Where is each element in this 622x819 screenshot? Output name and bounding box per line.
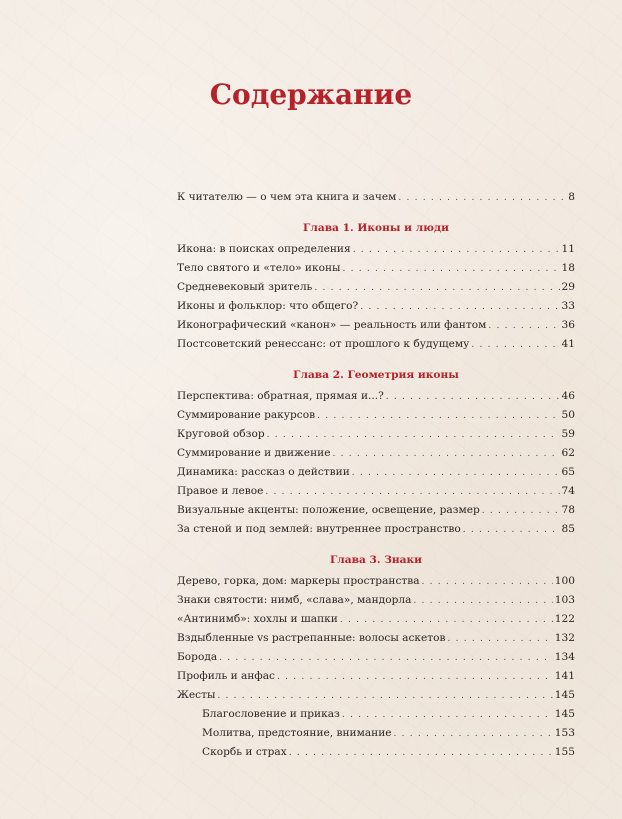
toc-entry-title: Жесты — [177, 689, 216, 701]
toc-entry-title: Визуальные акценты: положение, освещение, размер — [177, 504, 480, 516]
leader-dots — [394, 725, 553, 744]
toc-subentry[interactable] — [177, 724, 575, 743]
toc-entry-title: Борода — [177, 651, 218, 663]
toc-entry-title: За стеной и под землей: внутреннее пространство — [177, 523, 461, 535]
toc-entry[interactable] — [177, 240, 575, 259]
toc-entry-title: Средневековый зритель — [177, 281, 313, 293]
toc-entry-title: Благословение и приказ — [202, 708, 340, 720]
leader-dots — [332, 445, 559, 464]
toc-entry-title: Иконографический «канон» — реальность или фантом — [177, 319, 487, 331]
toc-entry-title: Динамика: рассказ о действии — [177, 466, 350, 478]
leader-dots — [386, 388, 560, 407]
leader-dots — [340, 611, 553, 630]
toc-entry-title: Тело святого и «тело» иконы — [177, 262, 341, 274]
leader-dots — [219, 649, 553, 668]
toc-entry[interactable] — [177, 610, 575, 629]
toc-entry-page: 29 — [561, 281, 575, 293]
toc-entry[interactable] — [177, 648, 575, 667]
toc-entry-title: К читателю — о чем эта книга и зачем — [177, 191, 397, 203]
toc-entry-title: Вздыбленные vs растрепанные: волосы аскетов — [177, 632, 446, 644]
table-of-contents — [177, 188, 575, 762]
toc-entry-page: 153 — [554, 727, 575, 739]
leader-dots — [488, 317, 559, 336]
toc-entry-page: 59 — [561, 428, 575, 440]
leader-dots — [447, 630, 552, 649]
toc-entry-page: 155 — [554, 746, 575, 758]
toc-entry-page: 36 — [561, 319, 575, 331]
leader-dots — [471, 336, 559, 355]
toc-entry-title: Знаки святости: нимб, «слава», мандорла — [177, 594, 412, 606]
toc-entry-page: 132 — [554, 632, 575, 644]
toc-entry[interactable] — [177, 278, 575, 297]
toc-entry-page: 46 — [561, 390, 575, 402]
toc-entry-title: «Антинимб»: хохлы и шапки — [177, 613, 338, 625]
toc-entry[interactable] — [177, 259, 575, 278]
toc-entry[interactable] — [177, 316, 575, 335]
toc-entry-title: Круговой обзор — [177, 428, 265, 440]
toc-entry-page: 141 — [554, 670, 575, 682]
leader-dots — [317, 407, 559, 426]
toc-entry[interactable] — [177, 406, 575, 425]
leader-dots — [265, 483, 559, 502]
toc-entry-title: Профиль и анфас — [177, 670, 275, 682]
toc-entry-page: 122 — [554, 613, 575, 625]
toc-entry-page: 145 — [554, 689, 575, 701]
leader-dots — [360, 298, 559, 317]
toc-entry-page: 65 — [561, 466, 575, 478]
leader-dots — [289, 744, 553, 763]
leader-dots — [482, 502, 560, 521]
toc-entry-title: Дерево, горка, дом: маркеры пространства — [177, 575, 420, 587]
toc-entry[interactable] — [177, 425, 575, 444]
toc-entry-page: 78 — [561, 504, 575, 516]
toc-entry-title: Молитва, предстояние, внимание — [202, 727, 392, 739]
toc-subentry[interactable] — [177, 705, 575, 724]
toc-entry-page: 11 — [561, 243, 575, 255]
toc-entry[interactable] — [177, 629, 575, 648]
toc-entry-page: 145 — [554, 708, 575, 720]
toc-entry[interactable] — [177, 686, 575, 705]
toc-entry-page: 8 — [568, 191, 575, 203]
toc-entry-intro[interactable] — [177, 188, 575, 207]
leader-dots — [398, 189, 566, 208]
toc-entry[interactable] — [177, 667, 575, 686]
toc-entry-title: Суммирование ракурсов — [177, 409, 316, 421]
toc-entry-page: 18 — [561, 262, 575, 274]
leader-dots — [353, 241, 560, 260]
toc-entry[interactable] — [177, 444, 575, 463]
leader-dots — [342, 706, 553, 725]
toc-entry[interactable] — [177, 297, 575, 316]
toc-entry-title: Икона: в поисках определения — [177, 243, 351, 255]
toc-entry-page: 74 — [561, 485, 575, 497]
toc-entry-title: Правое и левое — [177, 485, 264, 497]
toc-entry[interactable] — [177, 482, 575, 501]
leader-dots — [352, 464, 560, 483]
toc-entry-page: 134 — [554, 651, 575, 663]
toc-entry-page: 41 — [561, 338, 575, 350]
page-title: Содержание — [209, 78, 413, 111]
toc-entry[interactable] — [177, 591, 575, 610]
toc-entry-title: Перспектива: обратная, прямая и...? — [177, 390, 384, 402]
toc-entry[interactable] — [177, 501, 575, 520]
chapter-heading-2[interactable]: Глава 2. Геометрия иконы — [293, 369, 459, 381]
leader-dots — [267, 426, 560, 445]
toc-entry[interactable] — [177, 463, 575, 482]
toc-subentry[interactable] — [177, 743, 575, 762]
toc-entry-page: 85 — [561, 523, 575, 535]
toc-entry[interactable] — [177, 572, 575, 591]
toc-entry-title: Суммирование и движение — [177, 447, 331, 459]
leader-dots — [413, 592, 552, 611]
leader-dots — [314, 279, 559, 298]
toc-entry[interactable] — [177, 335, 575, 354]
toc-entry-page: 103 — [554, 594, 575, 606]
toc-entry-title: Иконы и фольклор: что общего? — [177, 300, 359, 312]
leader-dots — [277, 668, 553, 687]
leader-dots — [463, 521, 560, 540]
toc-entry-title: Постсоветский ренессанс: от прошлого к будущему — [177, 338, 470, 350]
leader-dots — [217, 687, 552, 706]
toc-entry-page: 50 — [561, 409, 575, 421]
toc-entry[interactable] — [177, 387, 575, 406]
toc-entry-page: 33 — [561, 300, 575, 312]
chapter-heading-1[interactable]: Глава 1. Иконы и люди — [303, 222, 449, 234]
chapter-heading-3[interactable]: Глава 3. Знаки — [329, 554, 423, 566]
leader-dots — [422, 573, 553, 592]
toc-entry-page: 62 — [561, 447, 575, 459]
toc-entry[interactable] — [177, 520, 575, 539]
leader-dots — [342, 260, 559, 279]
toc-entry-page: 100 — [554, 575, 575, 587]
toc-entry-title: Скорбь и страх — [202, 746, 287, 758]
